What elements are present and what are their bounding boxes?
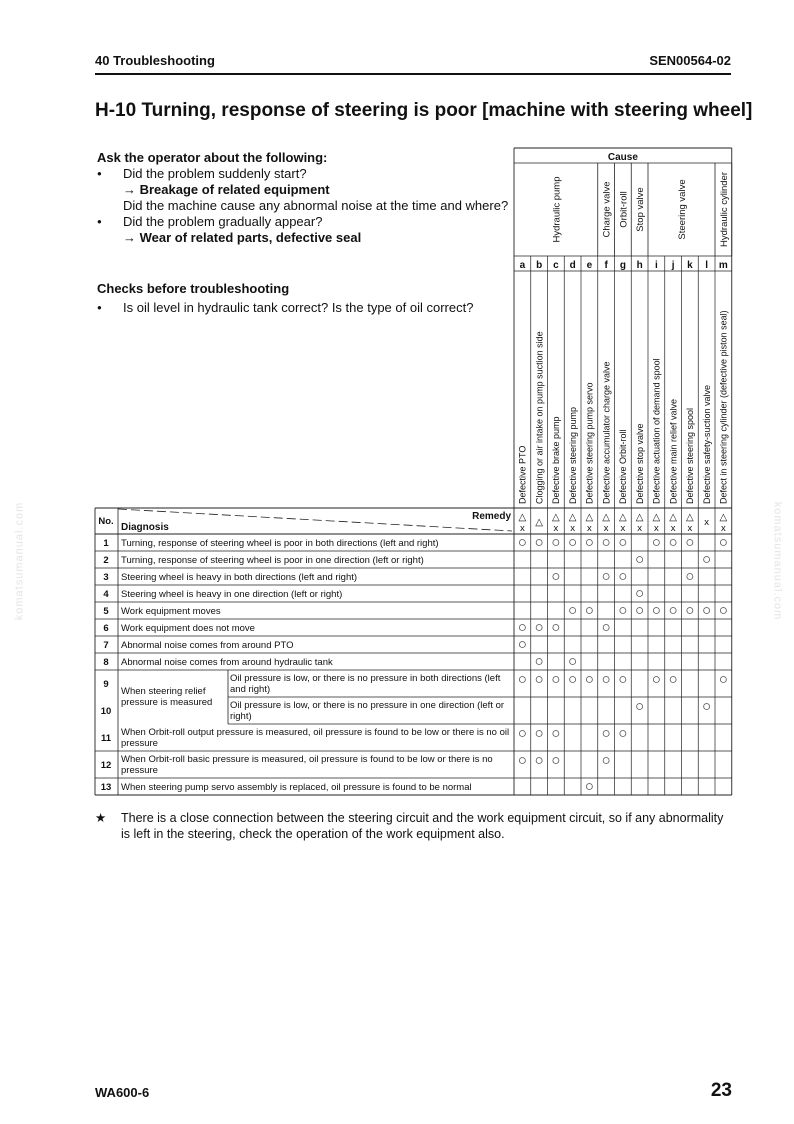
watermark: komatsumanual.com [13,501,26,621]
relief-group-label: pressure is measured [121,697,213,708]
remedy-symbol: x [553,523,559,534]
diagnosis-text: right) [230,711,252,722]
cause-name: Defective brake pump [551,416,562,504]
cause-mark [670,677,676,683]
cause-name: Defective actuation of demand spool [651,358,662,504]
cause-mark [553,677,559,683]
cause-letter: i [654,260,658,271]
cause-letter: j [671,260,675,271]
cause-mark [687,574,693,580]
remedy-symbol: △ [518,512,527,523]
remedy-symbol: x [721,523,726,534]
diagnosis-text: pressure [121,738,158,749]
cause-mark [603,758,609,764]
row-number: 4 [103,589,109,600]
no-header: No. [98,516,114,527]
row-number: 13 [100,782,112,793]
remedy-header: Remedy [472,511,511,522]
cause-mark [704,608,710,614]
cause-mark [553,625,559,631]
cause-mark [670,540,676,546]
row-number: 12 [100,760,112,771]
diagnosis-text: Steering wheel is heavy in both directions (left and right) [121,572,358,583]
row-number: 6 [103,623,109,634]
cause-letter: m [718,260,728,271]
cause-mark [603,731,609,737]
cause-mark [586,540,592,546]
remedy-symbol: △ [686,512,694,523]
cause-label: Cause [607,152,638,163]
cause-mark [519,625,525,631]
diagnosis-text: Turning, response of steering wheel is poor in one direction (left or right) [121,555,424,566]
cause-mark [603,540,609,546]
diagnosis-text: Abnormal noise comes from around PTO [121,640,294,651]
cause-letter: g [619,260,626,271]
checks-heading: Checks before troubleshooting [97,281,290,296]
doc-code: SEN00564-02 [649,53,731,68]
row-number: 9 [103,679,109,690]
cause-name: Defective accumulator charge valve [601,361,612,504]
cause-mark [553,574,559,580]
cause-mark [570,677,576,683]
cause-mark [553,758,559,764]
cause-name: Defective PTO [517,445,528,504]
remedy-symbol: △ [652,512,661,523]
cause-mark [603,677,609,683]
cause-mark [620,574,626,580]
diagnosis-text: pressure [121,765,158,776]
diagnosis-text: Work equipment does not move [121,623,255,634]
cause-mark [536,677,542,683]
cause-mark [620,608,626,614]
cause-letter: e [586,260,593,271]
cause-letter: f [604,260,608,271]
cause-mark [653,540,659,546]
cause-mark [687,540,693,546]
cause-name: Defective safety-suction valve [701,384,712,504]
remedy-symbol: △ [602,512,610,523]
cause-group-label: Hydraulic cylinder [718,172,730,247]
cause-name: Defective steering spool [685,407,696,504]
cause-mark [637,704,643,710]
answer-text: → Breakage of related equipment [123,182,330,197]
cause-mark [519,731,525,737]
cause-mark [536,659,542,665]
cause-mark [553,540,559,546]
cause-mark [570,659,576,665]
cause-group-label: Orbit-roll [618,191,630,228]
cause-name: Defective steering pump servo [584,382,595,504]
row-number: 2 [103,555,109,566]
cause-name: Defective main relief valve [668,398,679,504]
cause-mark [586,784,592,790]
cause-mark [637,591,643,597]
question-text: ● Did the problem gradually appear? [123,214,323,229]
remedy-symbol: △ [619,512,627,523]
row-number: 1 [103,538,109,549]
diagnosis-text: Work equipment moves [121,606,221,617]
cause-mark [586,677,592,683]
question-text: ● Did the problem suddenly start? [123,166,307,181]
cause-mark [536,540,542,546]
cause-letter: a [519,260,526,271]
cause-letter: d [569,260,576,271]
row-number: 5 [103,606,109,617]
row-number: 11 [100,733,112,744]
diagnosis-text: Oil pressure is low, or there is no pressure in both directions (left [230,673,501,684]
remedy-symbol: x [620,523,626,534]
diagnosis-text: When Orbit-roll output pressure is measured, oil pressure is found to be low or there is no oil [121,727,510,738]
cause-mark [637,557,643,563]
remedy-symbol: x [637,523,642,534]
cause-mark [519,540,525,546]
answer-text: → Wear of related parts, defective seal [123,230,362,245]
cause-name: Clogging or air intake on pump suction side [534,331,545,504]
cause-mark [586,608,592,614]
cause-mark [620,540,626,546]
cause-mark [704,704,710,710]
cause-mark [620,677,626,683]
remedy-symbol: △ [635,512,644,523]
section-label: 40 Troubleshooting [95,53,215,68]
model-label: WA600-6 [95,1085,150,1100]
row-number: 10 [100,706,112,717]
remedy-symbol: x [603,523,609,534]
cause-mark [570,608,576,614]
cause-group-label: Stop valve [635,187,647,232]
remedy-symbol: x [520,523,525,534]
cause-letter: b [536,260,543,271]
footnote-text: There is a close connection between the steering circuit and the work equipment circuit, so if any abnormality is left in the steering, check the operation of the work equipment also. [121,811,724,841]
cause-name: Defective Orbit-roll [618,429,629,504]
cause-mark [519,758,525,764]
cause-mark [570,540,576,546]
ask-heading: Ask the operator about the following: [97,150,328,165]
remedy-symbol: △ [585,512,594,523]
diagnosis-text: When Orbit-roll basic pressure is measured, oil pressure is found to be low or there is no [121,754,493,765]
cause-group-label: Steering valve [677,179,688,240]
remedy-symbol: △ [535,517,543,528]
cause-mark [720,608,726,614]
diagnosis-text: Steering wheel is heavy in one direction (left or right) [121,589,343,600]
star-icon: ★ [95,811,107,825]
question-text: Did the machine cause any abnormal noise at the time and where? [123,198,509,213]
cause-mark [720,540,726,546]
diagonal-dash [118,509,512,531]
cause-mark [620,731,626,737]
remedy-symbol: △ [719,512,728,523]
cause-mark [603,625,609,631]
cause-letter: c [553,260,559,271]
cause-name: Defective steering pump [567,406,578,504]
row-number: 7 [103,640,109,651]
cause-mark [670,608,676,614]
cause-mark [653,677,659,683]
cause-name: Defective stop valve [634,423,645,504]
remedy-symbol: △ [552,512,560,523]
cause-letter: l [705,260,709,271]
remedy-symbol: x [587,523,592,534]
diagnosis-text: When steering pump servo assembly is replaced, oil pressure is found to be normal [121,782,472,793]
cause-group-label: Charge valve [601,181,613,238]
cause-name: Defect in steering cylinder (defective piston seal) [718,310,729,504]
cause-mark [687,608,693,614]
cause-mark [720,677,726,683]
row-number: 3 [103,572,109,583]
cause-mark [704,557,710,563]
remedy-symbol: x [570,523,575,534]
diagnosis-header: Diagnosis [121,522,169,533]
remedy-symbol: △ [669,512,677,523]
diagnosis-text: Oil pressure is low, or there is no pressure in one direction (left or [230,700,505,711]
remedy-symbol: x [670,523,676,534]
cause-mark [637,608,643,614]
cause-mark [653,608,659,614]
cause-letter: h [636,260,643,271]
diagnosis-text: and right) [230,684,271,695]
row-number: 8 [103,657,109,668]
diagnosis-text: Abnormal noise comes from around hydraulic tank [121,657,333,668]
cause-letter: k [687,260,693,271]
page-number: 23 [710,1080,732,1101]
relief-group-label: When steering relief [121,686,206,697]
footnote [95,810,735,842]
remedy-symbol: x [704,517,709,528]
cause-mark [536,758,542,764]
cause-mark [536,731,542,737]
cause-mark [536,625,542,631]
check-item: ● Is oil level in hydraulic tank correct? Is the type of oil correct? [97,299,509,316]
cause-mark [553,731,559,737]
cause-mark [519,677,525,683]
cause-group-label: Hydraulic pump [551,176,563,243]
cause-mark [603,574,609,580]
remedy-symbol: x [654,523,659,534]
diagnosis-text: Turning, response of steering wheel is poor in both directions (left and right) [121,538,439,549]
remedy-symbol: △ [568,512,577,523]
cause-mark [519,642,525,648]
page-title: H-10 Turning, response of steering is poor [machine with steering wheel] [95,100,753,121]
watermark: komatsumanual.com [771,501,784,621]
remedy-symbol: x [687,523,693,534]
